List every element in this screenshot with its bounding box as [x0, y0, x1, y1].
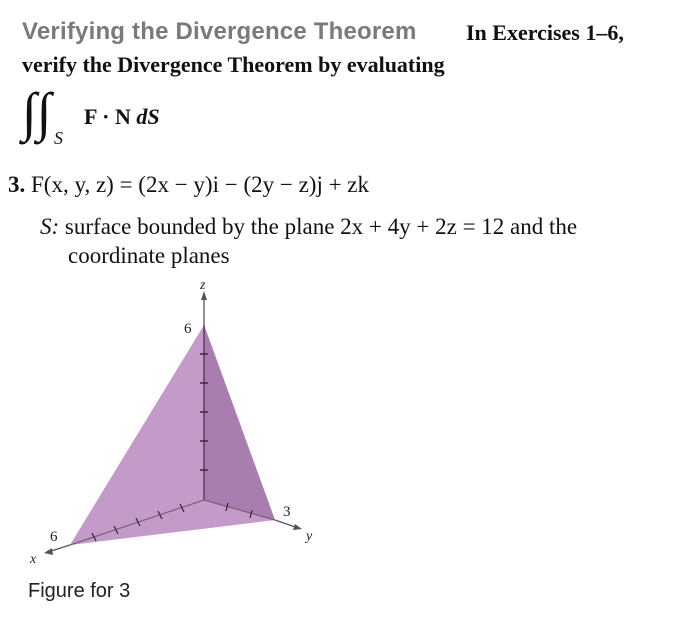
x-tick-label: 6: [50, 529, 58, 545]
integrand-N: N: [114, 104, 131, 129]
surface-line-1: surface bounded by the plane 2x + 4y + 2z = 12 and the: [64, 214, 578, 239]
surface-line-2: coordinate planes: [68, 243, 230, 268]
integrand: [84, 104, 160, 130]
integrand-dS: dS: [136, 104, 160, 129]
y-tick-label: 3: [283, 504, 291, 520]
face-yz: [204, 325, 275, 520]
figure-caption: Figure for 3: [28, 580, 131, 602]
integrand-F: F: [84, 104, 97, 129]
surface-label: S:: [40, 214, 60, 239]
integrand-dot: ·: [102, 104, 110, 129]
section-title: Verifying the Divergence Theorem: [22, 18, 417, 45]
intro-line-2: verify the Divergence Theorem by evaluating: [22, 52, 445, 77]
y-axis-arrow: [293, 524, 302, 530]
vector-field: F(x, y, z) = (2x − y)i − (2y − z)j + zk: [31, 172, 370, 197]
y-axis-label: y: [306, 529, 313, 544]
face-front: [70, 325, 275, 545]
surface-integral: [22, 82, 162, 158]
exercise-number: 3.: [8, 172, 26, 197]
z-tick-label: 6: [184, 321, 192, 337]
tetrahedron-figure: [0, 270, 360, 570]
surface-description: [40, 212, 650, 270]
z-axis-label: z: [200, 278, 206, 293]
integral-subscript: S: [54, 128, 63, 148]
double-integral-sign: ∫∫: [22, 82, 52, 142]
intro-line-1: In Exercises 1–6,: [466, 20, 624, 45]
exercise-3: [8, 172, 369, 198]
x-axis-label: x: [30, 552, 37, 567]
x-axis-arrow: [44, 548, 53, 555]
